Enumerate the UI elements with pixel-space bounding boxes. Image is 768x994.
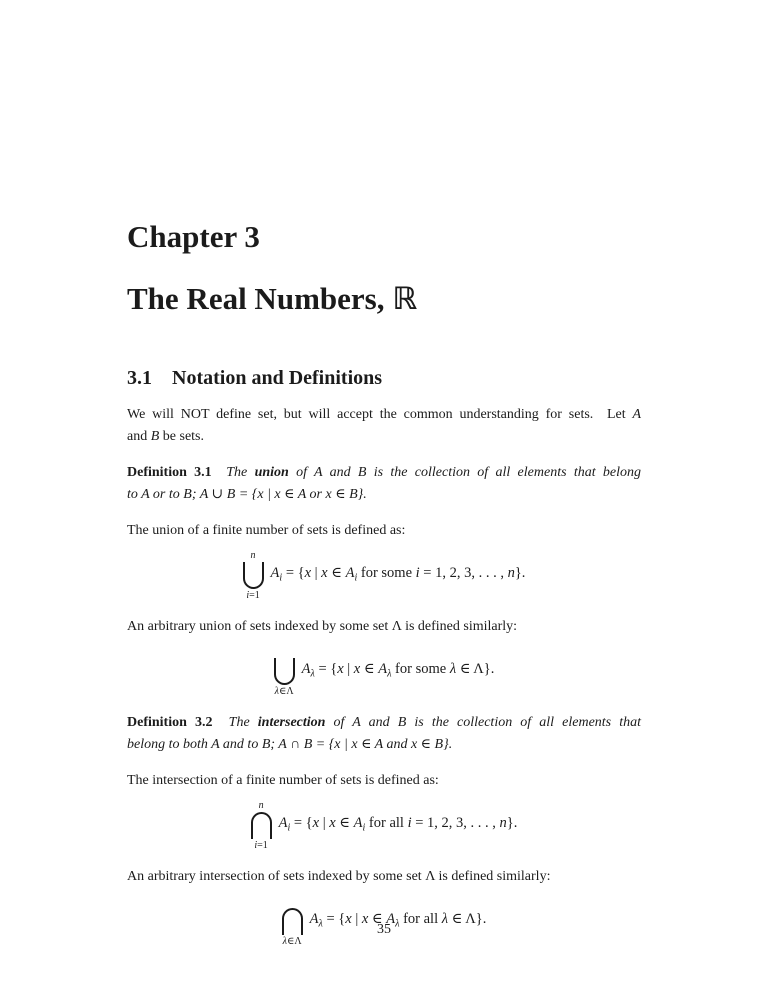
union-lower-limit: i=1 <box>246 590 260 601</box>
union-finite-intro-line: The union of a finite number of sets is defined as: <box>127 523 406 538</box>
intersection-upper-limit: n <box>258 800 264 811</box>
big-intersection-icon <box>251 812 272 839</box>
intersection-lower-limit: i=1 <box>254 840 268 851</box>
equation-body: $A_\lambda = \{x$ | x ∈ $A_\lambda$ for all λ ∈ Λ}. <box>309 910 487 930</box>
union-lower-limit: λ∈Λ <box>274 686 294 697</box>
big-intersection-symbol <box>251 799 272 852</box>
definition-3-1-paragraph: Definition 3.1 The union of A and B is the collection of all elements that belong to A or to B; A ∪ B = {x | x ∈ A or x ∈ B}. <box>127 465 642 502</box>
big-union-icon <box>243 562 264 589</box>
intro-paragraph: We will NOT define set, but will accept the common understanding for sets. Let A and B be sets. <box>127 407 641 444</box>
equation-body: $A_i = \{x$ | x ∈ $A_i$ for some i = 1, 2, 3, . . . , n}. <box>270 564 526 584</box>
equation-union-finite <box>127 549 641 602</box>
equation-intersection-finite <box>127 799 641 852</box>
section-heading <box>127 366 641 390</box>
union-upper-limit: n <box>250 550 256 561</box>
big-union-symbol <box>274 645 295 698</box>
equation-body: $A_i = \{x$ | x ∈ $A_i$ for all i = 1, 2, 3, . . . , n}. <box>278 814 518 834</box>
chapter-title-heading: The Real Numbers, ℝ <box>127 281 418 317</box>
union-arbitrary-intro-line: An arbitrary union of sets indexed by some set Λ is defined similarly: <box>127 619 518 634</box>
chapter-number-heading: Chapter 3 <box>127 219 260 254</box>
big-union-symbol <box>243 549 264 602</box>
intersection-arbitrary-intro-line: An arbitrary intersection of sets indexed by some set Λ is defined similarly: <box>127 869 551 884</box>
equation-union-arbitrary <box>127 645 641 698</box>
equation-body: $A_\lambda = \{x$ | x ∈ $A_\lambda$ for some λ ∈ Λ}. <box>301 660 495 680</box>
section-title: Notation and Definitions <box>172 367 383 389</box>
section-number: 3.1 <box>127 367 152 389</box>
intersection-finite-intro-line: The intersection of a finite number of sets is defined as: <box>127 773 439 788</box>
definition-3-2-paragraph: Definition 3.2 The intersection of A and B is the collection of all elements that belong to both A and to B; A ∩ B = {x | x ∈ A and x ∈ B}. <box>127 715 642 752</box>
page-content <box>127 0 641 957</box>
intersection-lower-limit: λ∈Λ <box>282 936 302 947</box>
page-number: 35 <box>377 922 391 937</box>
big-union-icon <box>274 658 295 685</box>
